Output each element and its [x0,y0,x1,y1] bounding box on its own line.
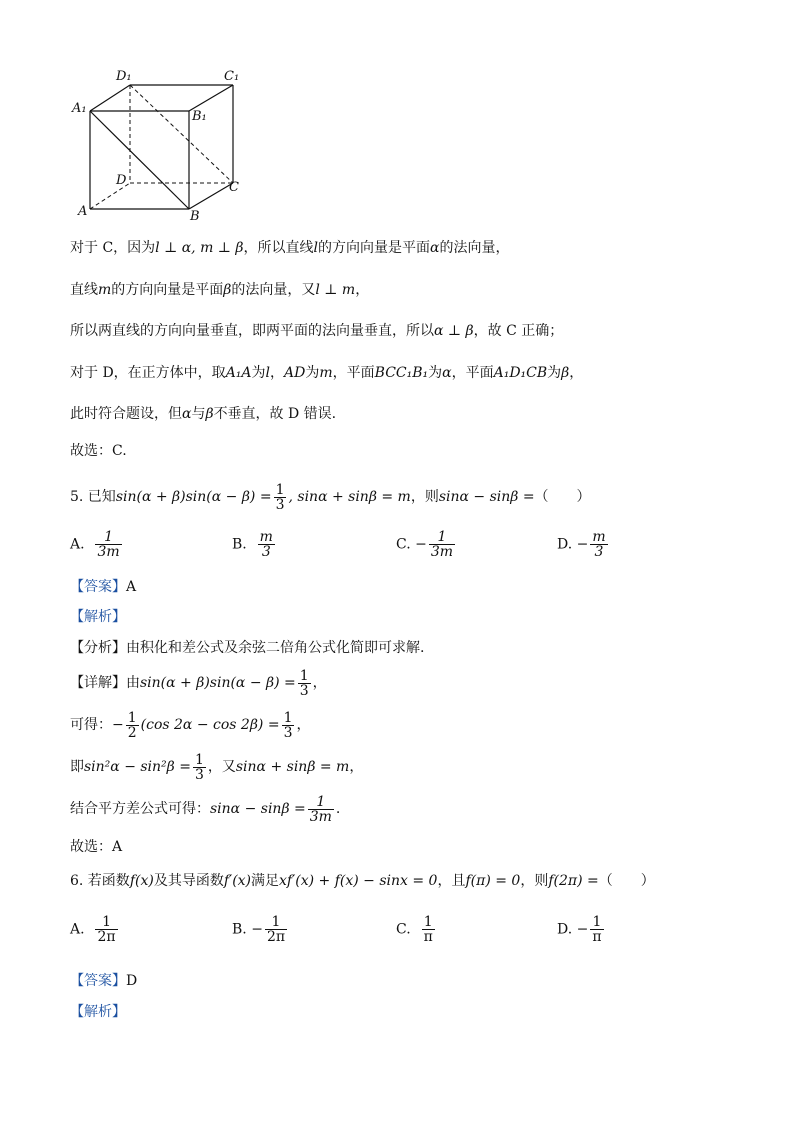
sol-c-line2: 直线m的方向向量是平面β的法向量，又l ⊥ m， [70,282,370,298]
q6-option-b: B. − $\frac{1}{2\pi}$ [232,914,286,945]
label-d: D [116,173,127,188]
q5-step2: 可得：− $\frac{1}{2}$ (cos 2α − cos 2β) = $\frac{1}{3}$ ， [70,709,311,741]
label-a: A [78,204,88,219]
q5-choice: 故选：A [70,839,123,855]
q5-option-b: B. $\frac{m}{3}$ [232,529,273,560]
diag-d1-c [130,85,233,183]
q5-step4: 结合平方差公式可得：sinα − sinβ = $\frac{1}{3m}$ . [70,793,341,825]
sol-c-line1: 对于 C，因为l ⊥ α, m ⊥ β，所以直线l的方向向量是平面α的法向量， [70,240,510,256]
sol-d-line2: 此时符合题设，但α与β不垂直，故 D 错误. [70,406,337,422]
cube-figure [68,64,258,224]
q6-analysis-tag: 【解析】 [70,1004,126,1020]
q6-stem: 6. 若函数f(x)及其导函数f′(x)满足xf′(x) + f(x) − sinx = 0，且f(π) = 0，则f(2π) =（ ） [70,873,655,889]
q5-answer: 【答案】A [70,579,137,595]
label-c: C [229,180,239,195]
q5-stem: 5. 已知sin(α + β)sin(α − β) = $\frac{1}{3}$ , sinα + sinβ = m，则sinα − sinβ =（ ） [70,481,591,513]
edge-c1-b1 [189,85,233,111]
q6-answer: 【答案】D [70,973,138,989]
sol-d-line1: 对于 D，在正方体中，取A₁A为l，AD为m，平面BCC₁B₁为α，平面A₁D₁CB为β， [70,365,584,381]
label-b1: B₁ [192,109,207,124]
q5-stem-fraction: $\frac{1}{3}$ [275,481,285,513]
edge-a1-d1 [90,85,130,111]
sol-c-line3: 所以两直线的方向向量垂直，即两平面的法向量垂直，所以α ⊥ β，故 C 正确； [70,323,564,339]
q5-option-d: D. − $\frac{m}{3}$ [557,529,606,560]
diag-a1-b [90,111,189,209]
q5-fenxi: 【分析】由积化和差公式及余弦二倍角公式化简即可求解. [70,640,425,656]
label-c1: C₁ [224,69,240,84]
q6-option-d: D. − $\frac{1}{\pi}$ [557,914,602,945]
q6-option-c: C. $\frac{1}{\pi}$ [396,914,433,945]
label-a1: A₁ [72,101,87,116]
q5-step1: 【详解】由sin(α + β)sin(α − β) = $\frac{1}{3}$ ， [70,667,327,699]
label-d1: D₁ [116,69,132,84]
q5-analysis-tag: 【解析】 [70,609,126,625]
q6-option-a: A. $\frac{1}{2\pi}$ [70,914,116,945]
q5-option-a: A. $\frac{1}{3m}$ [70,529,120,560]
label-b: B [190,209,200,224]
q5-step3: 即sin²α − sin²β = $\frac{1}{3}$ ，又sinα + sinβ = m， [70,751,364,783]
q5-option-c: C. − $\frac{1}{3m}$ [396,529,454,560]
edge-c-b [189,183,233,209]
sol4-choice: 故选：C. [70,443,127,459]
